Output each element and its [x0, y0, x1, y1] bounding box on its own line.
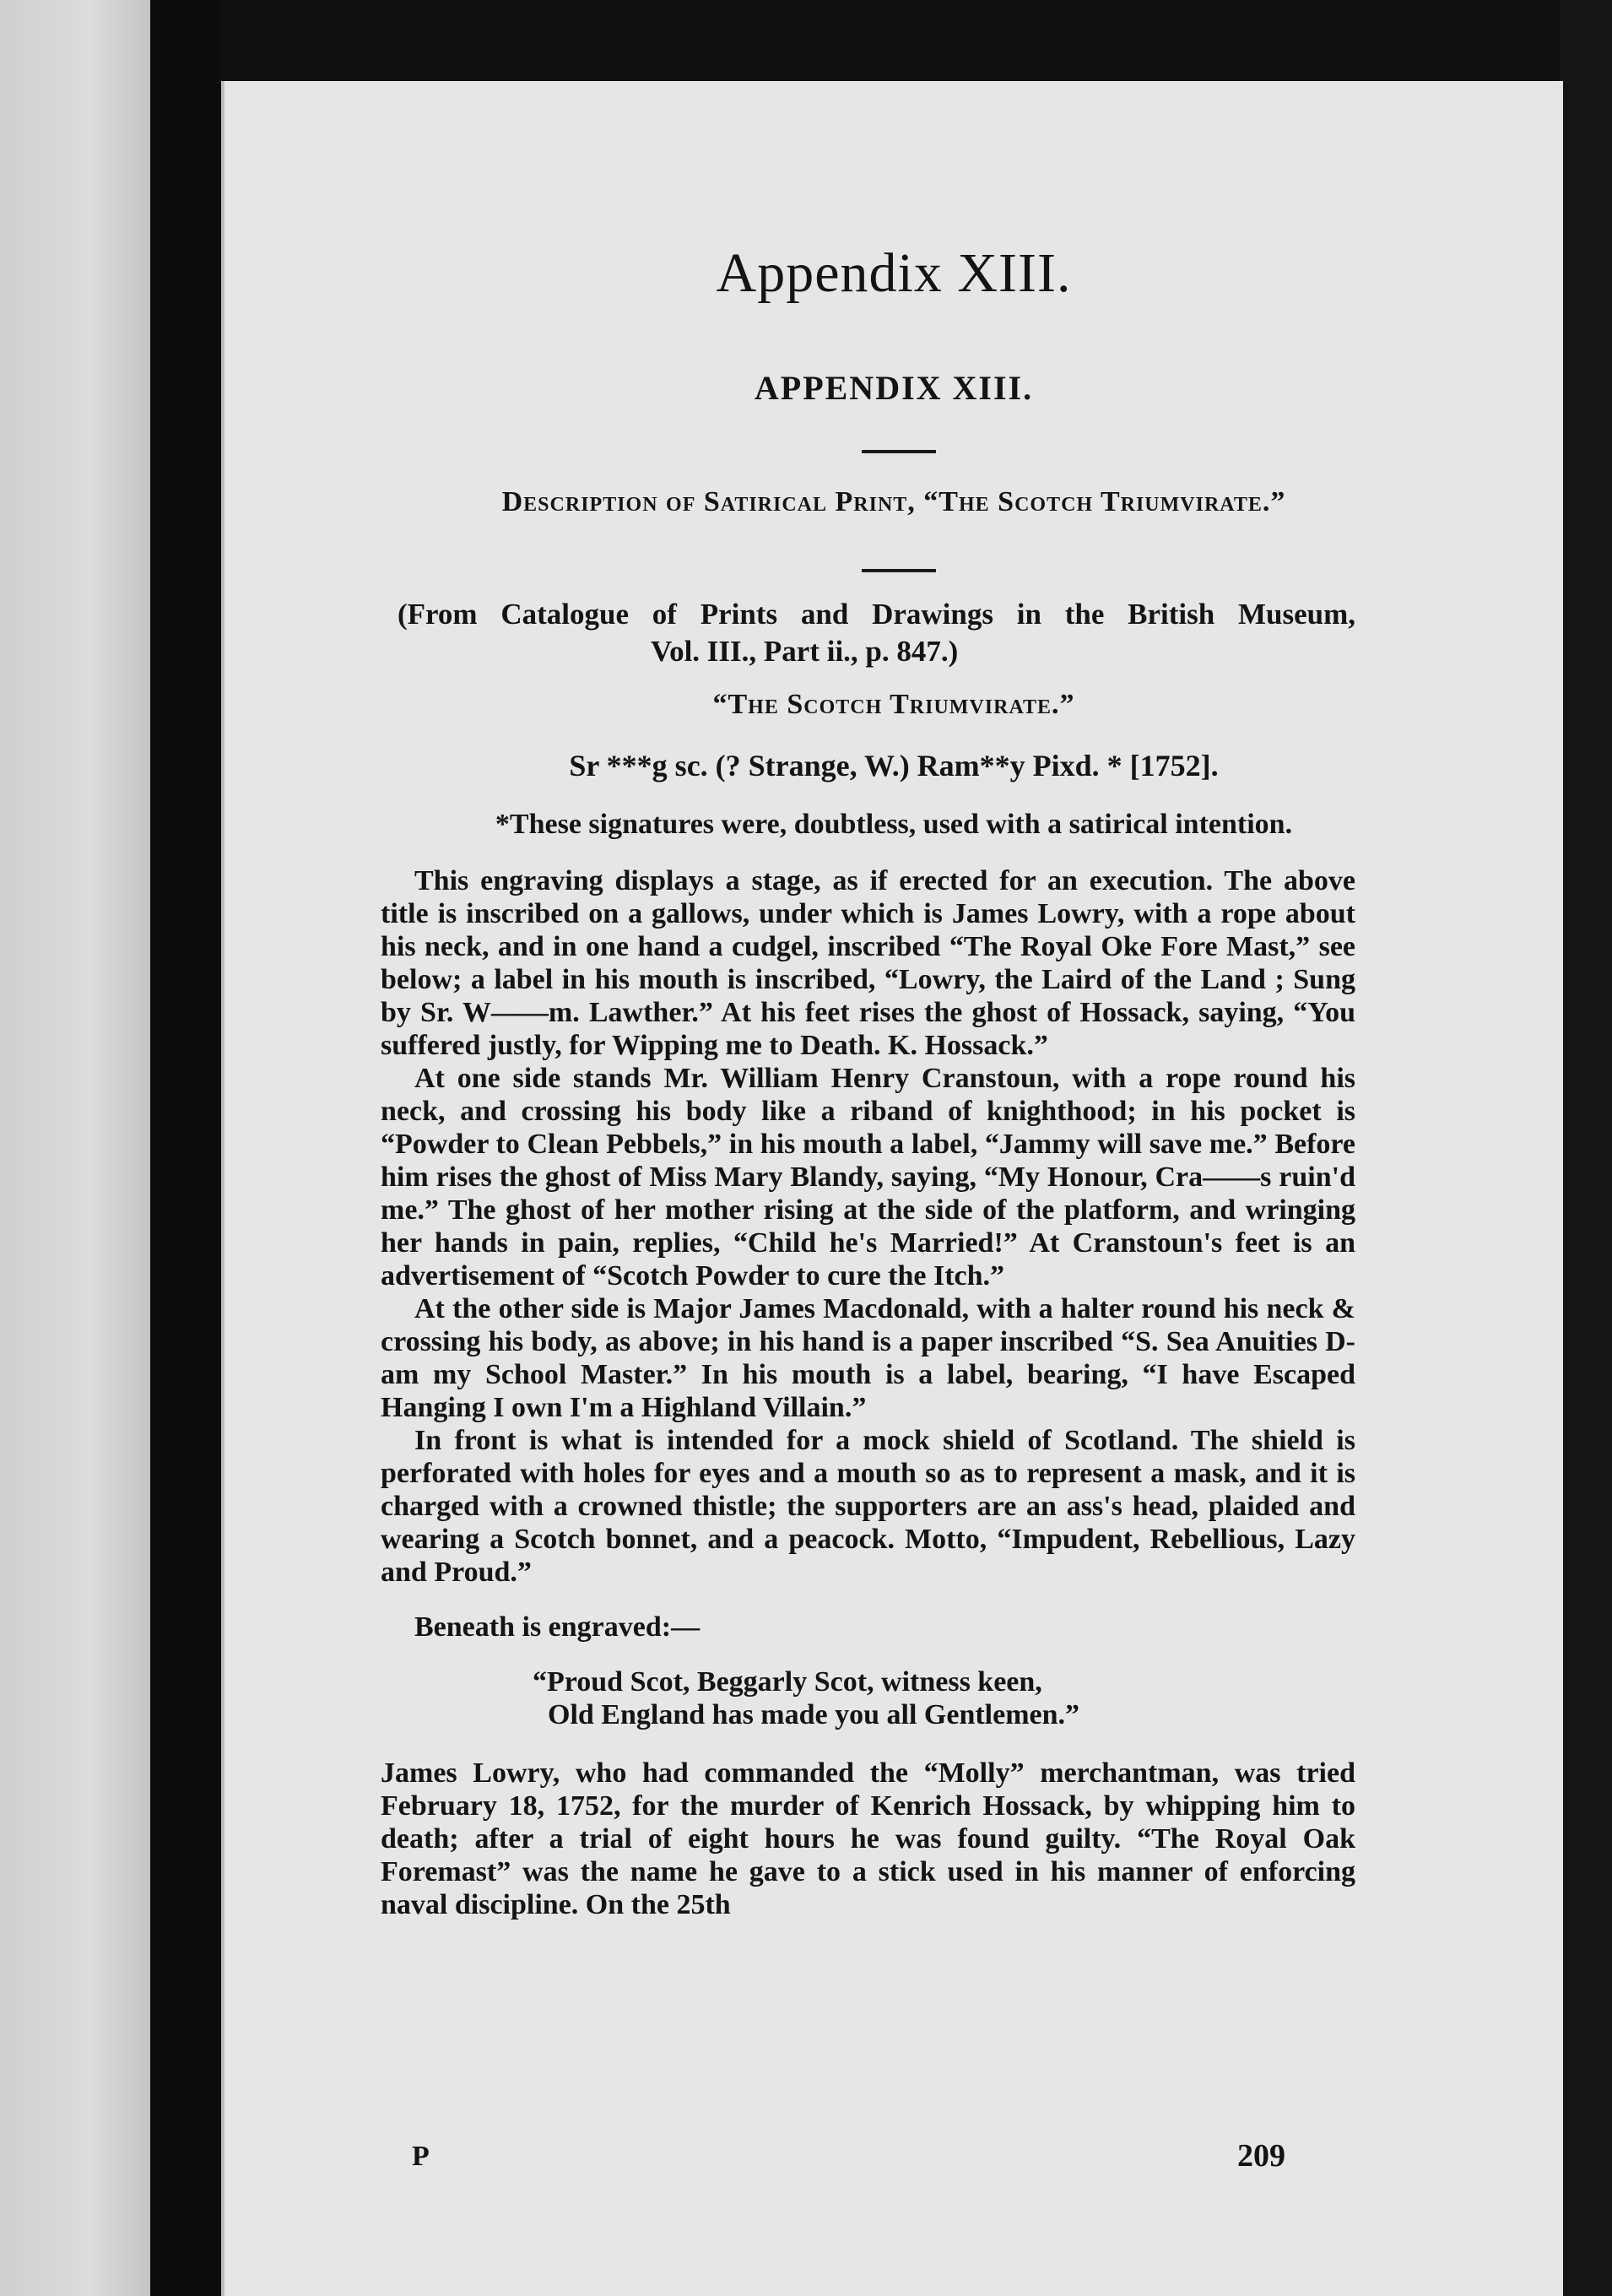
paragraph: At the other side is Major James Macdonald, with a halter round his neck & crossing his body, as above; in his hand is a paper inscribed “S. Sea Anuities D-am my School Master.” In his mouth is a label, bearing, “I have Escaped Hanging I own I'm a Highland Villain.”: [381, 1293, 1355, 1423]
source-line: Vol. III., Part ii., p. 847.): [651, 635, 959, 668]
verse-line: Old England has made you all Gentlemen.”: [548, 1699, 1080, 1730]
verse: [533, 1665, 1355, 1731]
source-line: (From Catalogue of Prints and Drawings in the British Museum,: [398, 598, 1355, 631]
source-citation: [398, 596, 1355, 670]
signature-mark: P: [412, 2141, 430, 2172]
body-text: [381, 864, 1355, 1921]
signatures-line: Sr ***g sc. (? Strange, W.) Ram**y Pixd. * [1752].: [569, 749, 1219, 782]
paragraph: James Lowry, who had commanded the “Molly” merchantman, was tried February 18, 1752, for the murder of Kenrich Hossack, by whipping him to death; after a trial of eight hours he was found guilty. “The Royal Oak Foremast” was the name he gave to a stick used in his manner of enforcing naval discipline. On the 25th: [381, 1757, 1355, 1920]
verse-line: “Proud Scot, Beggarly Scot, witness keen,: [533, 1666, 1042, 1698]
paragraph: At one side stands Mr. William Henry Cranstoun, with a rope round his neck, and crossing his body like a riband of knighthood; in his pocket is “Powder to Clean Pebbels,” in his mouth a label, “Jammy will save me.” Before him rises the ghost of Miss Mary Blandy, saying, “My Honour, Cra——s ruin'd me.” The ghost of her mother rising at the side of the platform, and wringing her hands in pain, replies, “Child he's Married!” At Cranstoun's feet is an advertisement of “Scotch Powder to cure the Itch.”: [381, 1063, 1355, 1292]
running-head: Appendix XIII.: [716, 242, 1072, 304]
paragraph: This engraving displays a stage, as if erected for an execution. The above title is inscribed on a gallows, under which is James Lowry, with a rope about his neck, and in one hand a cudgel, inscribed “The Royal Oke Fore Mast,” see below; a label in his mouth is inscribed, “Lowry, the Laird of the Land ; Sung by Sr. W——m. Lawther.” At his feet rises the ghost of Hossack, saying, “You suffered justly, for Wipping me to Death. K. Hossack.”: [381, 865, 1355, 1061]
page-number: 209: [1237, 2138, 1285, 2174]
paragraph: Beneath is engraved:—: [414, 1611, 701, 1643]
appendix-heading: APPENDIX XIII.: [754, 369, 1034, 407]
paragraph: In front is what is intended for a mock shield of Scotland. The shield is perforated with holes for eyes and a mouth so as to represent a mask, and it is charged with a crowned thistle; the supporters are an ass's head, plaided and wearing a Scotch bonnet, and a peacock. Motto, “Impudent, Rebellious, Lazy and Proud.”: [381, 1425, 1355, 1588]
print-title: “The Scotch Triumvirate.”: [712, 689, 1075, 720]
divider-rule: [862, 450, 936, 453]
book-gutter: [150, 0, 221, 2296]
signatures-footnote: *These signatures were, doubtless, used with a satirical intention.: [495, 809, 1293, 840]
description-heading: Description of Satirical Print, “The Scotch Triumvirate.”: [501, 486, 1286, 517]
facing-page-edge: [0, 0, 150, 2296]
book-page: [221, 81, 1563, 2296]
divider-rule: [862, 569, 936, 572]
scan-border: [1560, 0, 1612, 2296]
